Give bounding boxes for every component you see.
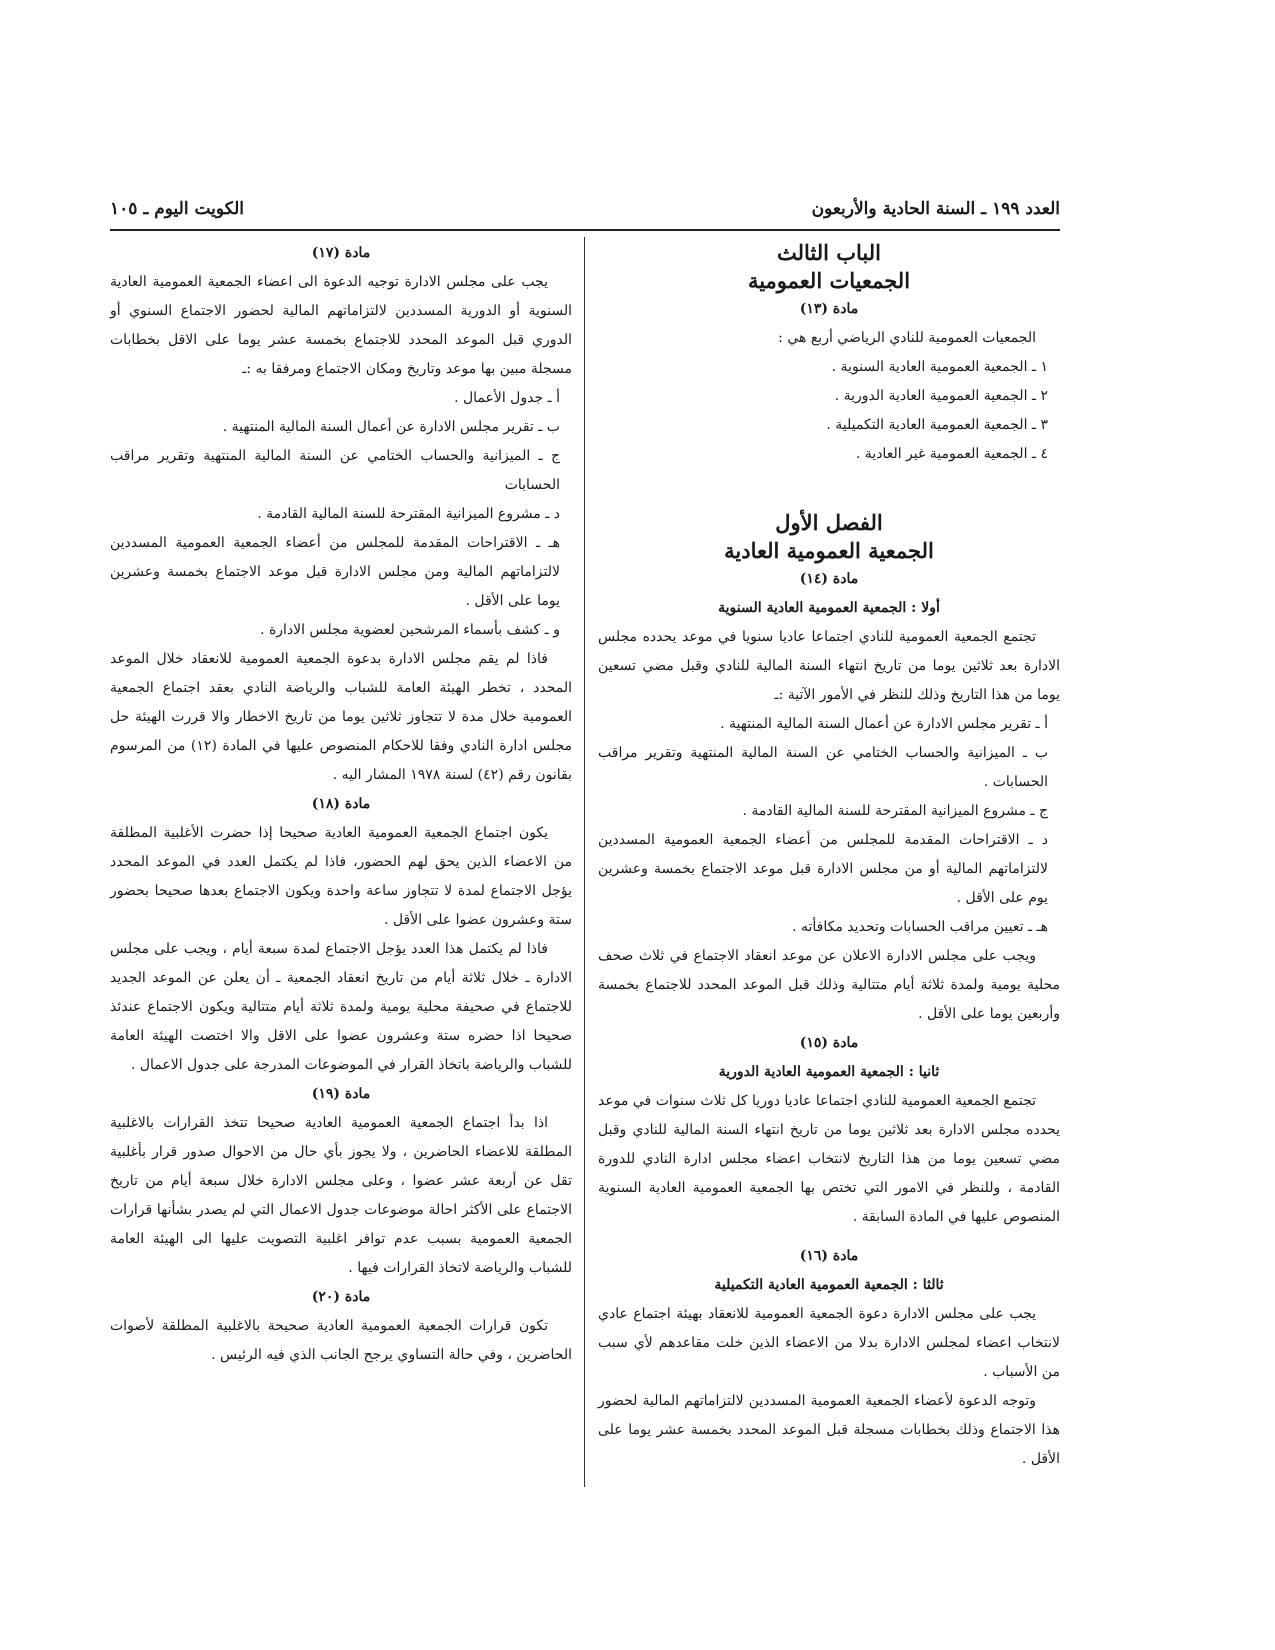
article-19-paragraph: اذا بدأ اجتماع الجمعية العمومية العادية صحيحا تتخذ القرارات بالاغلبية المطلقة للاعضاء الحاضرين ، ولا يجوز بأي حال من الاحوال صدور قرار بأغلبية تقل عن أربعة عشر عضوا ، وعلى مجلس الادارة خلال سبعة أيام من تاريخ الاجتماع على الأكثر احالة موضوعات جدول الاعمال التي لم يصدر بشأنها قرارات الجمعية العمومية بسبب عدم توافر اغلبية التصويت عليها الى الهيئة العامة للشباب والرياضة لاتخاذ القرارات فيها . — [110, 1115, 572, 1276]
chapter-title: الجمعيات العمومية — [747, 268, 911, 293]
spacer — [598, 469, 1060, 509]
article-17-item: هـ ـ الاقتراحات المقدمة للمجلس من أعضاء الجمعية العمومية المسددين لالتزاماتهم المالية ومن مجلس الادارة قبل موعد الاجتماع بخمسة وعشرين يوما على الأقل . — [110, 535, 560, 609]
article-16-paragraph: وتوجه الدعوة لأعضاء الجمعية العمومية المسددين لالتزاماتهم المالية لحضور هذا الاجتماع وذلك بخطابات مسجلة قبل الموعد المحدد بخمسة عشر يوما على الأقل . — [598, 1393, 1060, 1467]
article-13-item: ٢ ـ الجمعية العمومية العادية الدورية . — [834, 388, 1048, 404]
article-17-paragraph: يجب على مجلس الادارة توجيه الدعوة الى اعضاء الجمعية العمومية العادية السنوية أو الدورية المسددين لالتزاماتهم المالية لحضور الاجتماع السنوي أو الدوري قبل الموعد المحدد للاجتماع بخمسة عشر يوما على الاقل بخطابات مسجلة مبين بها موعد وتاريخ ومكان الاجتماع ومرفقا به :ـ — [110, 274, 572, 377]
article-18-paragraph: يكون اجتماع الجمعية العمومية العادية صحيحا إذا حضرت الأغلبية المطلقة من الاعضاء الذين يحق لهم الحضور، فاذا لم يكتمل العدد في الموعد المحدد يؤجل الاجتماع لمدة لا تتجاوز ساعة واحدة ويكون الاجتماع بعدها صحيحا بحضور ستة وعشرون عضوا على الأقل . — [110, 825, 572, 928]
article-17-item: ج ـ الميزانية والحساب الختامي عن السنة المالية المنتهية وتقرير مراقب الحسابات — [110, 448, 560, 493]
right-column — [598, 239, 1060, 1474]
article-14-subheading: أولا : الجمعية العمومية العادية السنوية — [718, 600, 940, 616]
article-17-heading: مادة (١٧) — [311, 245, 371, 261]
chapter-heading: الباب الثالث — [776, 240, 882, 265]
article-13-heading: مادة (١٣) — [799, 301, 859, 317]
article-17-item: و ـ كشف بأسماء المرشحين لعضوية مجلس الادارة . — [260, 622, 560, 638]
article-13-intro: الجمعيات العمومية للنادي الرياضي أربع هي : — [778, 330, 1036, 346]
article-17-item: ب ـ تقرير مجلس الادارة عن أعمال السنة المالية المنتهية . — [222, 419, 560, 435]
article-14-item: ب ـ الميزانية والحساب الختامي عن السنة المالية المنتهية وتقرير مراقب الحسابات . — [598, 745, 1048, 790]
article-15-paragraph: تجتمع الجمعية العمومية للنادي اجتماعا عاديا دوريا كل ثلاث سنوات في موعد يحدده مجلس الادارة بعد ثلاثين يوما من تاريخ انتهاء السنة المالية للنادي وقبل مضي تسعين يوما من هذا التاريخ لانتخاب اعضاء مجلس ادارة النادي للدورة القادمة ، وللنظر في الامور التي تختص بها الجمعية العمومية العادية السنوية المنصوص عليها في المادة السابقة . — [598, 1093, 1060, 1225]
article-16-subheading: ثالثا : الجمعية العمومية العادية التكميلية — [714, 1277, 944, 1293]
article-14-item: ج ـ مشروع الميزانية المقترحة للسنة المالية القادمة . — [742, 803, 1048, 819]
article-14-item: د ـ الاقتراحات المقدمة للمجلس من أعضاء الجمعية العمومية المسددين لالتزاماتهم المالية أو من مجلس الادارة قبل موعد الاجتماع بخمسة وعشرين يوم على الأقل . — [598, 832, 1048, 906]
article-18-heading: مادة (١٨) — [311, 796, 371, 812]
article-20-heading: مادة (٢٠) — [311, 1289, 371, 1305]
article-17-paragraph: فاذا لم يقم مجلس الادارة بدعوة الجمعية العمومية للانعقاد خلال الموعد المحدد ، تخطر الهيئة العامة للشباب والرياضة النادي بعقد اجتماع الجمعية العمومية خلال مدة لا تتجاوز ثلاثين يوما من تاريخ الاخطار والا قررت الهيئة حل مجلس ادارة النادي وفقا للاحكام المنصوص عليها في المادة (١٢) من المرسوم بقانون رقم (٤٢) لسنة ١٩٧٨ المشار اليه . — [110, 651, 572, 783]
article-14-paragraph: تجتمع الجمعية العمومية للنادي اجتماعا عاديا سنويا في موعد يحدده مجلس الادارة بعد ثلاثين يوما من تاريخ انتهاء السنة المالية للنادي وقبل مضي تسعين يوما من هذا التاريخ وذلك للنظر في الأمور الآتية :ـ — [598, 629, 1060, 703]
article-13-item: ٣ ـ الجمعية العمومية العادية التكميلية . — [826, 417, 1048, 433]
column-divider — [584, 237, 585, 1487]
article-14-heading: مادة (١٤) — [799, 571, 859, 587]
issue-number: العدد ١٩٩ ـ السنة الحادية والأربعون — [811, 199, 1060, 219]
article-14-item: هـ ـ تعيين مراقب الحسابات وتحديد مكافأته . — [792, 919, 1048, 935]
article-15-heading: مادة (١٥) — [799, 1035, 859, 1051]
article-13-item: ١ ـ الجمعية العمومية العادية السنوية . — [831, 359, 1048, 375]
gazette-name-page-number: الكويت اليوم ـ ١٠٥ — [110, 199, 244, 219]
article-15-subheading: ثانيا : الجمعية العمومية العادية الدورية — [718, 1064, 940, 1080]
article-14-item: أ ـ تقرير مجلس الادارة عن أعمال السنة المالية المنتهية . — [720, 716, 1048, 732]
section-title: الجمعية العمومية العادية — [724, 538, 934, 563]
article-14-paragraph: ويجب على مجلس الادارة الاعلان عن موعد انعقاد الاجتماع في ثلاث صحف محلية يومية ولمدة ثلاثة أيام متتالية وذلك قبل الموعد المحدد للاجتماع بخمسة وأربعين يوما على الأقل . — [598, 948, 1060, 1022]
page-header — [110, 195, 1060, 231]
article-16-paragraph: يجب على مجلس الادارة دعوة الجمعية العمومية للانعقاد بهيئة اجتماع عادي لانتخاب اعضاء لمجلس الادارة بدلا من الاعضاء الذين خلت مقاعدهم لأي سبب من الأسباب . — [598, 1306, 1060, 1380]
article-19-heading: مادة (١٩) — [311, 1086, 371, 1102]
spacer — [598, 1232, 1060, 1242]
gazette-page — [110, 195, 1060, 1525]
article-20-paragraph: تكون قرارات الجمعية العمومية العادية صحيحة بالاغلبية المطلقة لأصوات الحاضرين ، وفي حالة التساوي يرجح الجانب الذي فيه الرئيس . — [110, 1318, 572, 1363]
left-column — [110, 239, 572, 1370]
article-17-item: أ ـ جدول الأعمال . — [454, 390, 560, 406]
article-17-item: د ـ مشروع الميزانية المقترحة للسنة المالية القادمة . — [257, 506, 560, 522]
article-18-paragraph: فاذا لم يكتمل هذا العدد يؤجل الاجتماع لمدة سبعة أيام ، ويجب على مجلس الادارة ـ خلال ثلاثة أيام من تاريخ انعقاد الجمعية ـ أن يعلن عن الموعد الجديد للاجتماع في صحيفة محلية يومية ولمدة ثلاثة أيام متتالية ويكون الاجتماع عندئذ صحيحا اذا حضره ستة وعشرون عضوا على الاقل والا اختصت الهيئة العامة للشباب والرياضة باتخاذ القرار في الموضوعات المدرجة على جدول الاعمال . — [110, 941, 572, 1073]
article-16-heading: مادة (١٦) — [799, 1248, 859, 1264]
section-heading: الفصل الأول — [775, 510, 883, 535]
article-13-item: ٤ ـ الجمعية العمومية غير العادية . — [855, 446, 1048, 462]
